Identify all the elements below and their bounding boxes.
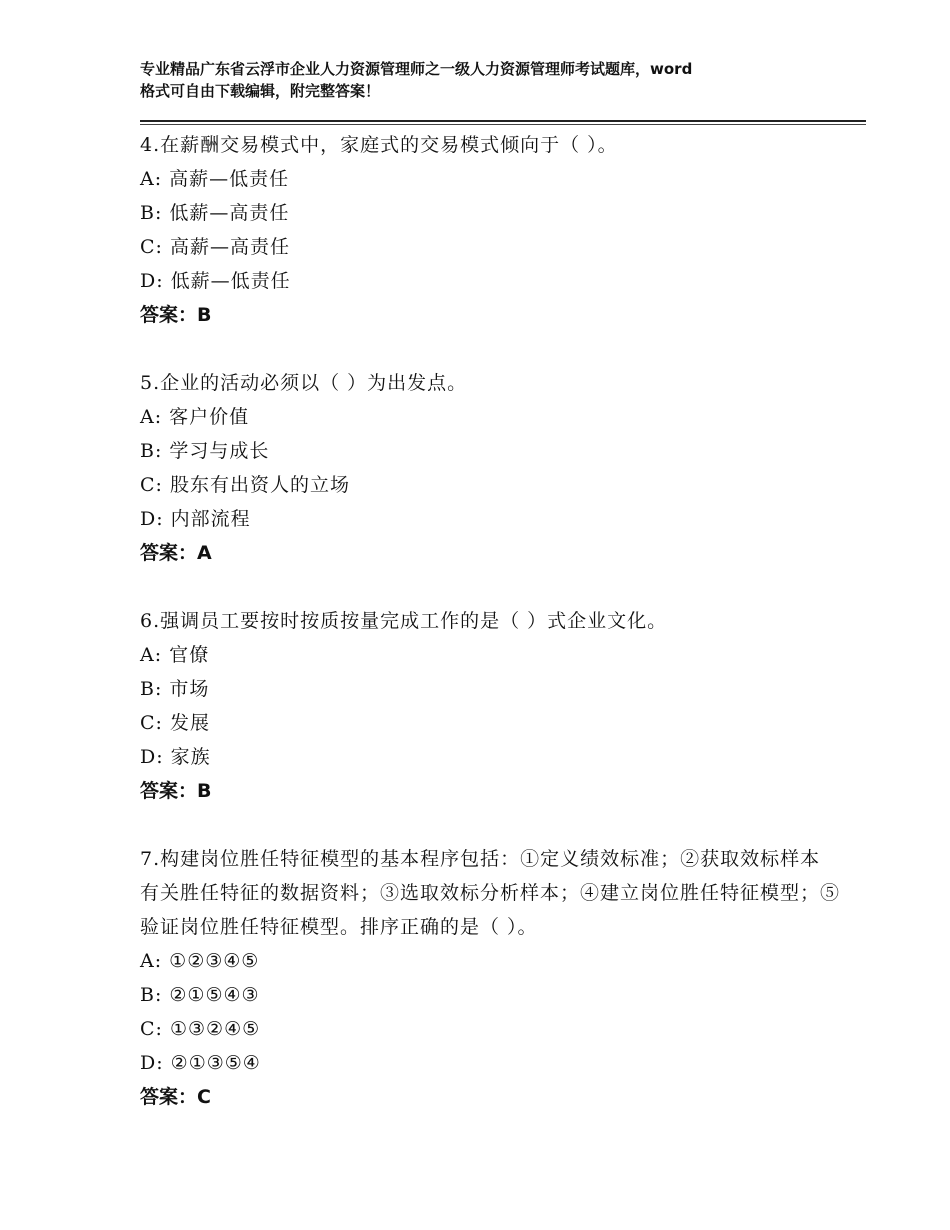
question-stem: 6.强调员工要按时按质按量完成工作的是（ ）式企业文化。 <box>140 610 668 632</box>
header-divider-thin <box>140 124 866 125</box>
question-5 <box>140 366 840 570</box>
option-a: A: 高薪—低责任 <box>140 168 290 190</box>
option-c: C: 发展 <box>140 712 210 734</box>
question-stem: 4.在薪酬交易模式中，家庭式的交易模式倾向于（ ）。 <box>140 134 618 156</box>
option-a: A: 官僚 <box>140 644 210 666</box>
answer-label: 答案：B <box>140 780 212 802</box>
answer-label: 答案：A <box>140 542 212 564</box>
header-line-1: 专业精品广东省云浮市企业人力资源管理师之一级人力资源管理师考试题库，word <box>140 60 693 78</box>
answer-label: 答案：C <box>140 1086 211 1108</box>
question-4 <box>140 128 840 332</box>
option-b: B: 市场 <box>140 678 210 700</box>
option-c: C: 股东有出资人的立场 <box>140 474 350 496</box>
question-stem: 7.构建岗位胜任特征模型的基本程序包括：①定义绩效标准；②获取效标样本有关胜任特征的数据资料；③选取效标分析样本；④建立岗位胜任特征模型；⑤验证岗位胜任特征模型。排序正确的是（ ）。 <box>140 848 841 938</box>
option-b: B: 学习与成长 <box>140 440 270 462</box>
option-c: C: ①③②④⑤ <box>140 1018 261 1040</box>
header-line-2: 格式可自由下载编辑，附完整答案！ <box>140 82 381 100</box>
option-d: D: 低薪—低责任 <box>140 270 291 292</box>
option-d: D: 内部流程 <box>140 508 251 530</box>
option-d: D: ②①③⑤④ <box>140 1052 261 1074</box>
option-b: B: 低薪—高责任 <box>140 202 290 224</box>
option-c: C: 高薪—高责任 <box>140 236 290 258</box>
option-b: B: ②①⑤④③ <box>140 984 260 1006</box>
answer-label: 答案：B <box>140 304 212 326</box>
question-6 <box>140 604 840 808</box>
option-a: A: ①②③④⑤ <box>140 950 260 972</box>
option-a: A: 客户价值 <box>140 406 250 428</box>
document-header <box>140 58 840 102</box>
question-list <box>140 128 840 1148</box>
question-7 <box>140 842 840 1114</box>
header-divider <box>140 120 866 122</box>
option-d: D: 家族 <box>140 746 211 768</box>
question-stem: 5.企业的活动必须以（ ）为出发点。 <box>140 372 468 394</box>
